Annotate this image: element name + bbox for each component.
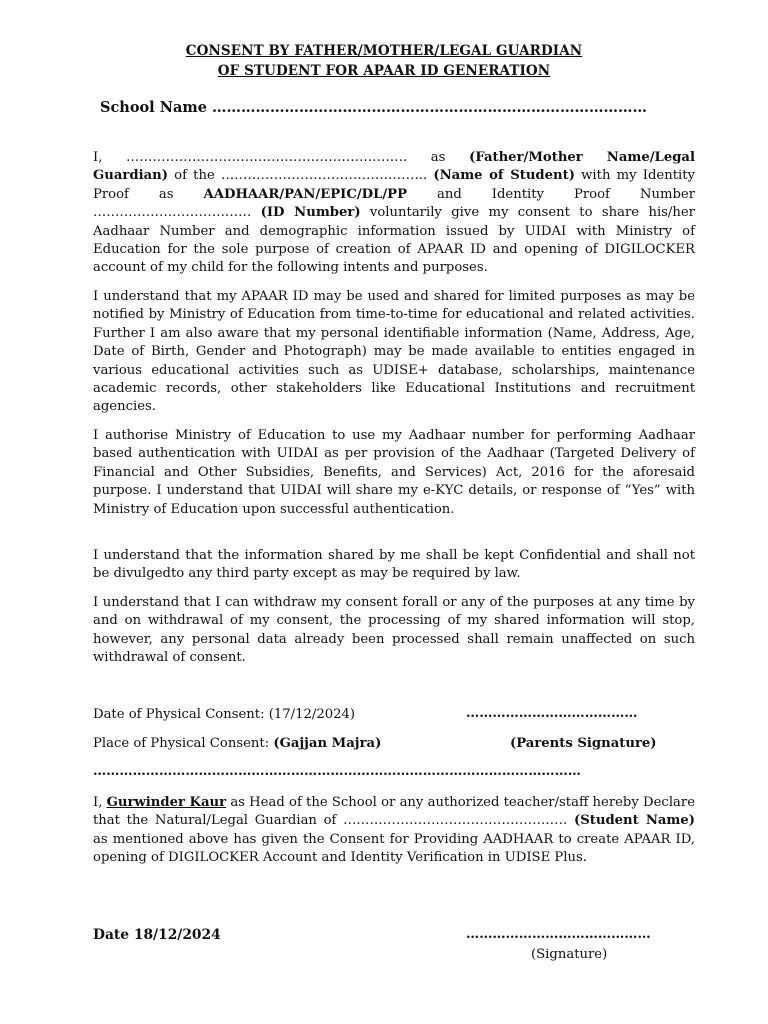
form-title-line-1: CONSENT BY FATHER/MOTHER/LEGAL GUARDIAN xyxy=(185,43,583,59)
id-number-hint: (ID Number) xyxy=(260,205,361,221)
school-name-blank: ……………………………………………………………………………… xyxy=(212,99,648,116)
school-name-field xyxy=(100,99,647,116)
consent-paragraph-5: I understand that I can withdraw my consent forall or any of the purposes at any time by and on withdrawal of my consent, the processing of my shared information will stop, however, any personal data already been processed shall remain unaffected on such withdrawal of consent. xyxy=(93,595,695,666)
p1-text-4: and Identity Proof Number ……………………………… xyxy=(93,186,695,221)
form-title-line-2: OF STUDENT FOR APAAR ID GENERATION xyxy=(217,63,551,79)
teacher-declaration xyxy=(93,794,695,868)
p1-text-3: with my Identity Proof as xyxy=(93,168,695,202)
declaration-text-3: as mentioned above has given the Consent for Providing AADHAAR to create APAAR ID, opening of DIGILOCKER Account and Identity Verification in UDISE Plus. xyxy=(93,831,695,866)
place-label: Place of Physical Consent: xyxy=(93,736,274,751)
physical-consent-place xyxy=(93,736,381,751)
p1-text-5: voluntarily give my consent to share his/her Aadhaar Number and demographic information issued by UIDAI with Ministry of Education for the sole purpose of creation of APAAR ID and opening of DIGILOCKER account of my child for the following intents and purposes. xyxy=(93,205,695,276)
consent-paragraph-3: I authorise Ministry of Education to use my Aadhaar number for performing Aadhaar based authentication with UIDAI as per provision of the Aadhaar (Targeted Delivery of Financial and Other Subsidies, Benefits, and Services) Act, 2016 for the aforesaid purpose. I understand that UIDAI will share my e-KYC details, or response of “Yes” with Ministry of Education upon successful authentication. xyxy=(93,428,695,517)
school-name-label: School Name xyxy=(100,99,207,116)
declaration-text-1: I, xyxy=(93,795,107,810)
declaration-text-2: as Head of the School or any authorized teacher/staff hereby Declare that the Natural/Legal Guardian of …………………………………………… xyxy=(93,795,696,829)
place-value: (Gajjan Majra) xyxy=(273,736,382,751)
head-of-school-name: Gurwinder Kaur xyxy=(106,795,227,810)
parent-signature-blank: ………………………………… xyxy=(466,706,638,721)
consent-paragraph-4: I understand that the information shared by me shall be kept Confidential and shall not be divulgedto any third party except as may be required by law. xyxy=(93,548,695,582)
identity-proof-types: AADHAAR/PAN/EPIC/DL/PP xyxy=(203,186,408,202)
declaration-date: Date 18/12/2024 xyxy=(93,927,221,943)
physical-consent-date: Date of Physical Consent: (17/12/2024) xyxy=(93,707,356,722)
consent-paragraph-1 xyxy=(93,149,695,278)
section-separator: ………………………………………………………………………………………………… xyxy=(93,764,581,779)
signature-blank: …………………………………… xyxy=(466,927,651,942)
p1-text-2: of the ……………………………………….. xyxy=(167,168,434,184)
consent-paragraph-2: I understand that my APAAR ID may be used and shared for limited purposes as may be notified by Ministry of Education from time-to-time for educational and related activities. Further I am also aware that my personal identifiable information (Name, Address, Age, Date of Birth, Gender and Photograph) may be made available to entities engaged in various educational activities such as UDISE+ database, scholarships, maintenance academic records, other stakeholders like Educational Institutions and recruitment agencies. xyxy=(93,289,695,415)
signature-label: (Signature) xyxy=(531,947,608,962)
parent-name-hint: (Father/Mother Name/Legal Guardian) xyxy=(93,150,695,184)
parents-signature-label: (Parents Signature) xyxy=(510,736,657,751)
student-name-hint-2: (Student Name) xyxy=(574,813,696,829)
p1-text-1: I, ………………………………………………………. as xyxy=(93,150,470,165)
student-name-hint: (Name of Student) xyxy=(433,168,575,184)
